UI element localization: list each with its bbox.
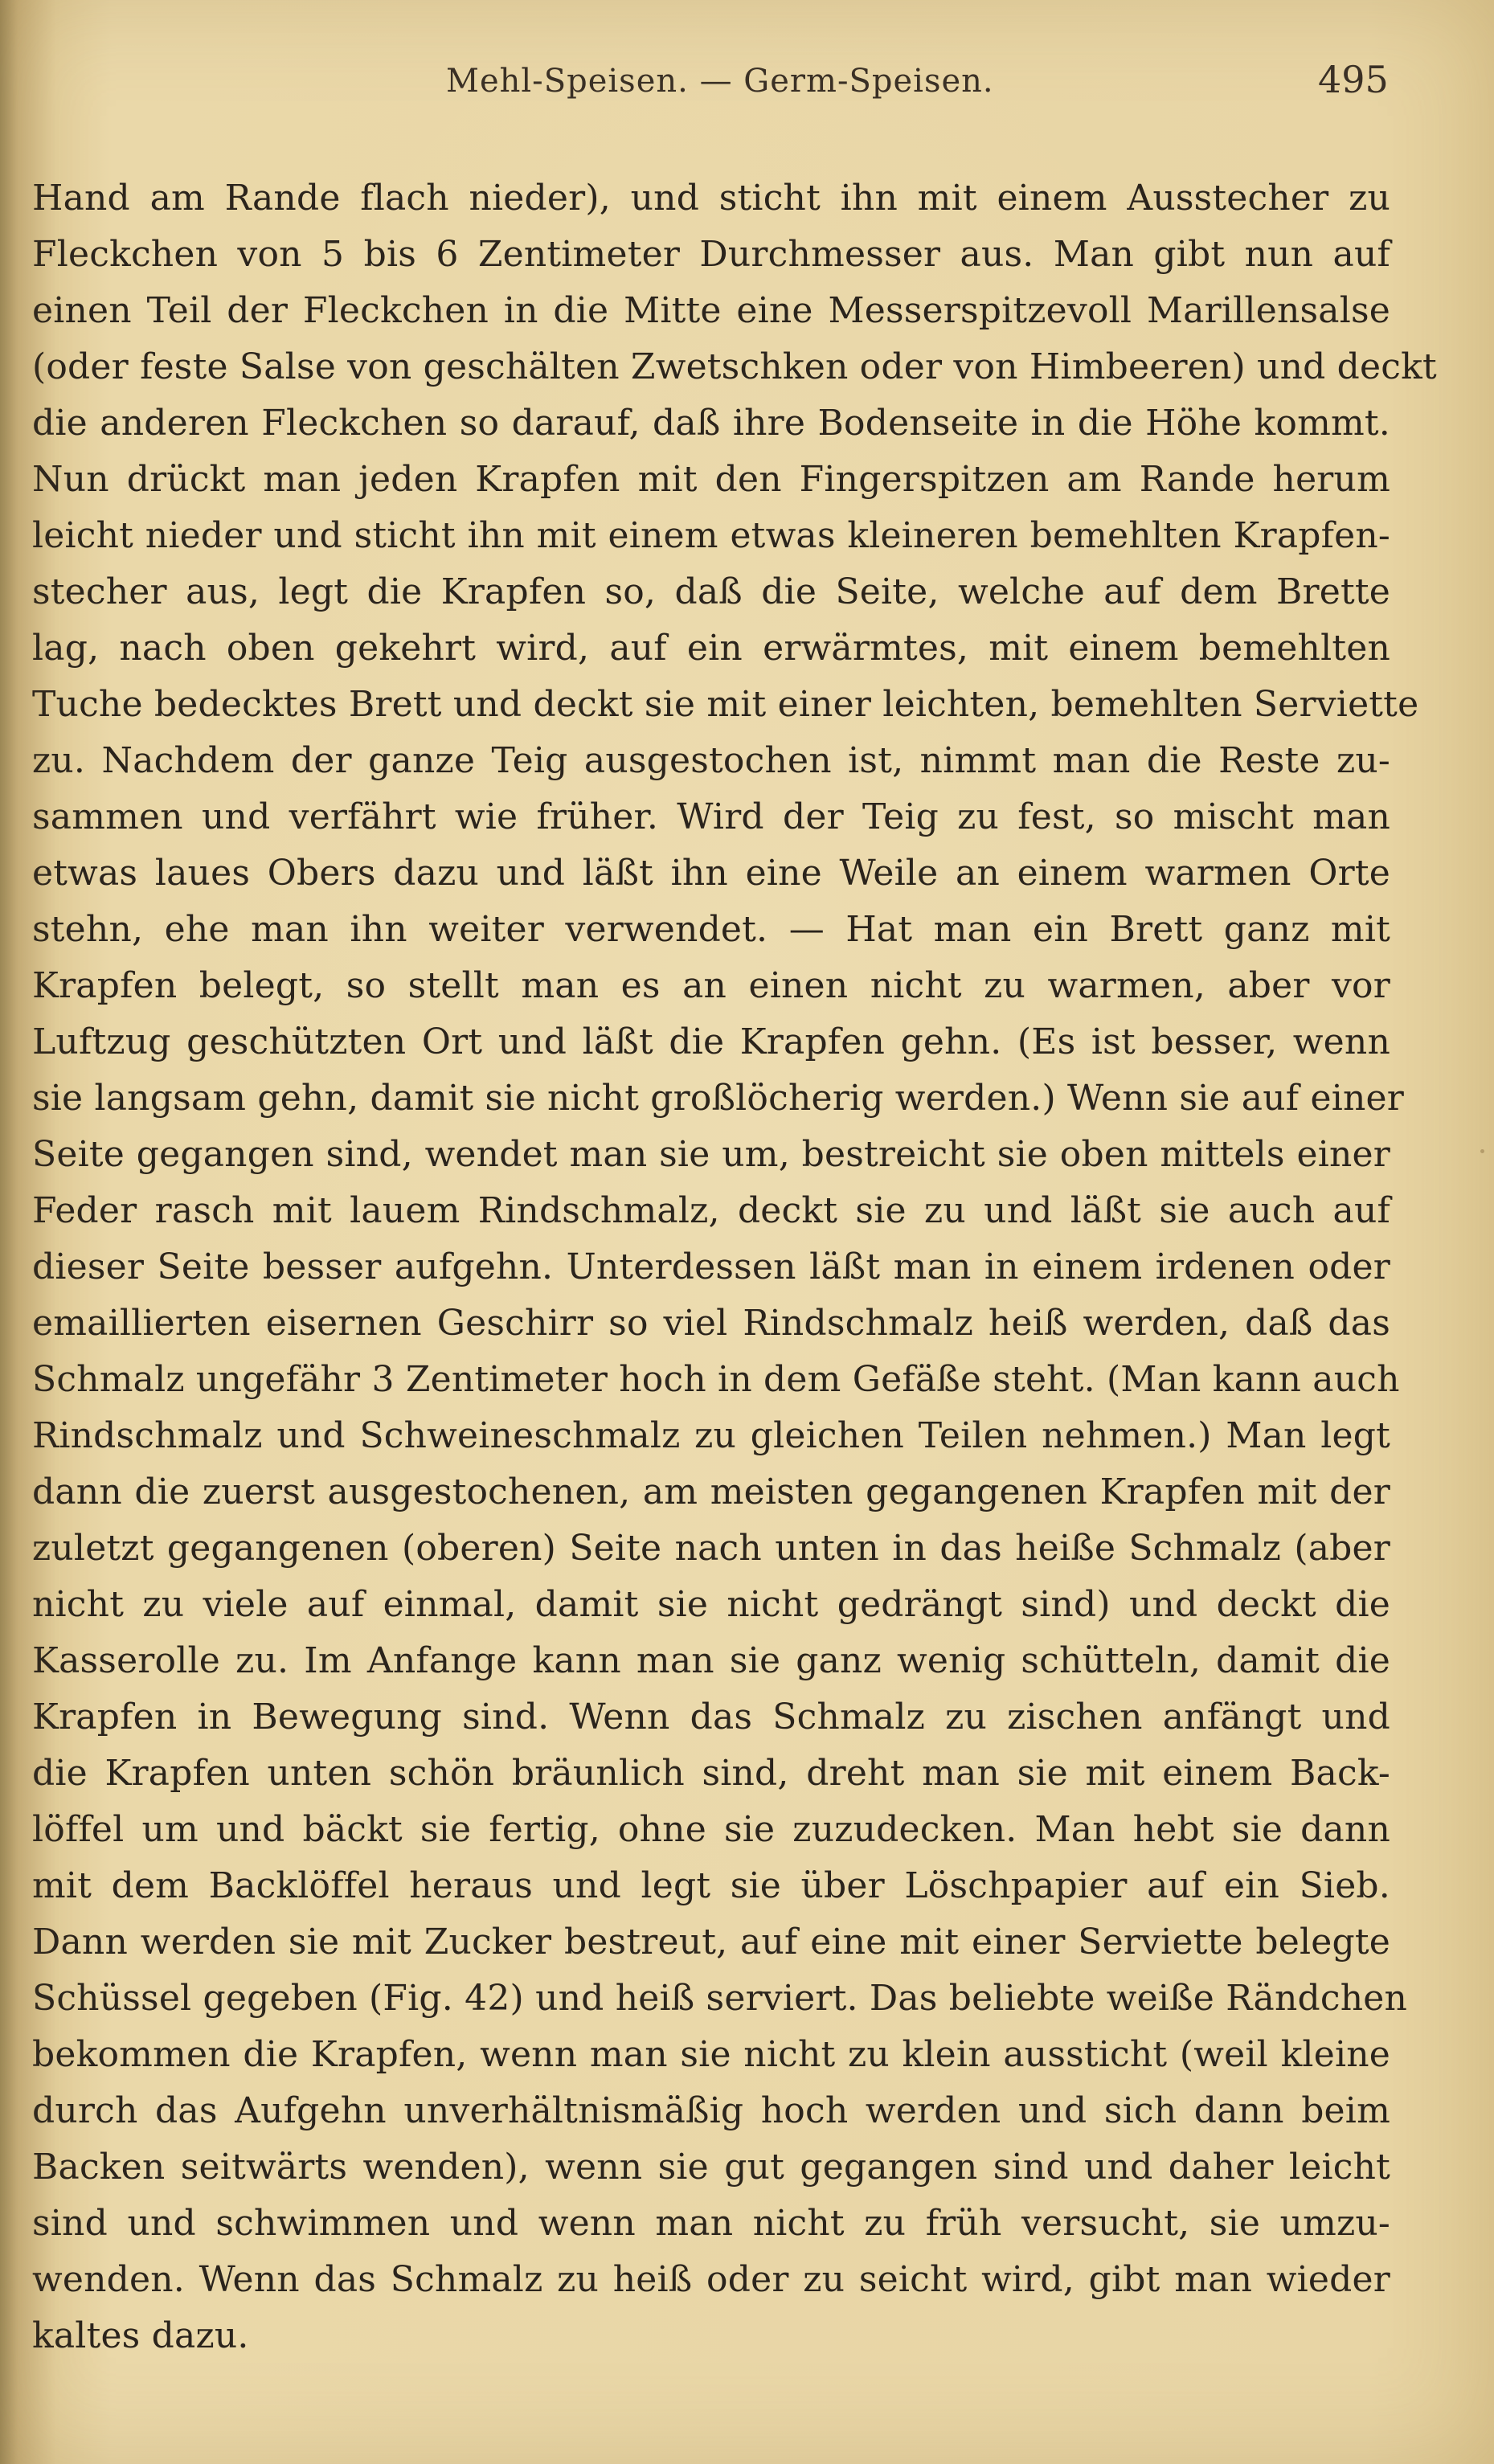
text-line: Kasserolle zu. Im Anfange kann man sie ganz wenig schütteln, damit die <box>32 1640 1390 1681</box>
text-line: Schüssel gegeben (Fig. 42) und heiß serviert. Das beliebte weiße Rändchen <box>32 1978 1408 2019</box>
text-line: Hand am Rande flach nieder), und sticht ihn mit einem Ausstecher zu <box>32 178 1390 219</box>
text-line: Rindschmalz und Schweineschmalz zu gleichen Teilen nehmen.) Man legt <box>32 1415 1390 1456</box>
text-line: emaillierten eisernen Geschirr so viel Rindschmalz heiß werden, daß das <box>32 1303 1390 1344</box>
text-line: Luftzug geschützten Ort und läßt die Krapfen gehn. (Es ist besser, wenn <box>32 1021 1390 1062</box>
page-number: 495 <box>1318 58 1389 101</box>
text-line: Tuche bedecktes Brett und deckt sie mit einer leichten, bemehlten Serviette <box>32 684 1419 725</box>
text-line: sie langsam gehn, damit sie nicht großlöcherig werden.) Wenn sie auf einer <box>32 1078 1404 1119</box>
text-line: stehn, ehe man ihn weiter verwendet. — Hat man ein Brett ganz mit <box>32 909 1390 950</box>
paper-speck <box>1480 1149 1484 1153</box>
text-line: bekommen die Krapfen, wenn man sie nicht zu klein aussticht (weil kleine <box>32 2034 1390 2075</box>
text-line: Krapfen belegt, so stellt man es an einen nicht zu warmen, aber vor <box>32 965 1390 1006</box>
text-line-last: kaltes dazu. <box>32 2315 249 2356</box>
text-line: sammen und verfährt wie früher. Wird der Teig zu fest, so mischt man <box>32 796 1390 837</box>
running-head-title: Mehl-Speisen. — Germ-Speisen. <box>446 63 994 100</box>
text-line: löffel um und bäckt sie fertig, ohne sie zuzudecken. Man hebt sie dann <box>32 1809 1390 1850</box>
text-line: etwas laues Obers dazu und läßt ihn eine Weile an einem warmen Orte <box>32 853 1390 894</box>
text-line: nicht zu viele auf einmal, damit sie nicht gedrängt sind) und deckt die <box>32 1584 1390 1625</box>
text-line: sind und schwimmen und wenn man nicht zu früh versucht, sie umzu- <box>32 2203 1390 2244</box>
body-text <box>32 170 1437 2364</box>
text-line: Seite gegangen sind, wendet man sie um, bestreicht sie oben mittels einer <box>32 1134 1390 1175</box>
text-line: Nun drückt man jeden Krapfen mit den Fingerspitzen am Rande herum <box>32 459 1390 500</box>
text-line: die anderen Fleckchen so darauf, daß ihre Bodenseite in die Höhe kommt. <box>32 403 1390 444</box>
text-line: Feder rasch mit lauem Rindschmalz, deckt sie zu und läßt sie auch auf <box>32 1190 1390 1231</box>
text-line: Backen seitwärts wenden), wenn sie gut gegangen sind und daher leicht <box>32 2147 1390 2188</box>
text-line: die Krapfen unten schön bräunlich sind, dreht man sie mit einem Back- <box>32 1753 1390 1794</box>
text-line: zuletzt gegangenen (oberen) Seite nach unten in das heiße Schmalz (aber <box>32 1528 1390 1569</box>
text-line: leicht nieder und sticht ihn mit einem etwas kleineren bemehlten Krapfen- <box>32 515 1390 556</box>
text-line: zu. Nachdem der ganze Teig ausgestochen ist, nimmt man die Reste zu- <box>32 740 1390 781</box>
text-line: einen Teil der Fleckchen in die Mitte eine Messerspitzevoll Marillensalse <box>32 290 1390 331</box>
text-line: (oder feste Salse von geschälten Zwetschken oder von Himbeeren) und deckt <box>32 346 1437 387</box>
text-line: wenden. Wenn das Schmalz zu heiß oder zu seicht wird, gibt man wieder <box>32 2259 1390 2300</box>
text-line: mit dem Backlöffel heraus und legt sie über Löschpapier auf ein Sieb. <box>32 1865 1390 1906</box>
text-line: Fleckchen von 5 bis 6 Zentimeter Durchmesser aus. Man gibt nun auf <box>32 234 1390 275</box>
text-line: durch das Aufgehn unverhältnismäßig hoch werden und sich dann beim <box>32 2090 1390 2131</box>
text-line: lag, nach oben gekehrt wird, auf ein erwärmtes, mit einem bemehlten <box>32 628 1390 669</box>
text-line: dann die zuerst ausgestochenen, am meisten gegangenen Krapfen mit der <box>32 1471 1390 1512</box>
text-line: dieser Seite besser aufgehn. Unterdessen läßt man in einem irdenen oder <box>32 1246 1390 1287</box>
text-line: Dann werden sie mit Zucker bestreut, auf eine mit einer Serviette belegte <box>32 1922 1390 1963</box>
running-head <box>0 56 1494 113</box>
text-line: Schmalz ungefähr 3 Zentimeter hoch in dem Gefäße steht. (Man kann auch <box>32 1359 1400 1400</box>
text-line: stecher aus, legt die Krapfen so, daß die Seite, welche auf dem Brette <box>32 571 1390 612</box>
text-line: Krapfen in Bewegung sind. Wenn das Schmalz zu zischen anfängt und <box>32 1697 1390 1737</box>
